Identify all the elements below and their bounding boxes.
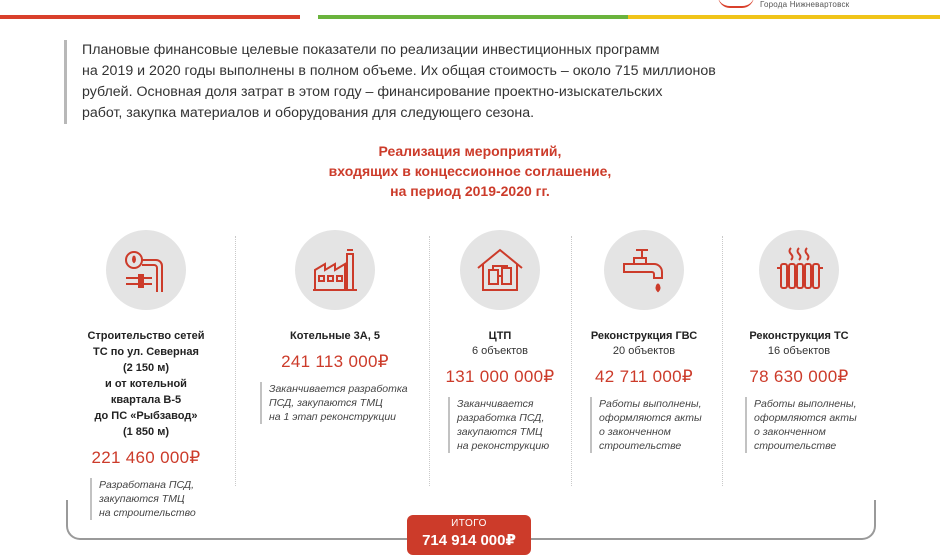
- column-title: [436, 328, 564, 344]
- title-line: ЦТП: [488, 330, 512, 342]
- column-divider: [235, 236, 236, 486]
- note-line: Работы выполнены,: [754, 398, 857, 410]
- column-note: [745, 397, 863, 453]
- column-divider: [722, 236, 723, 486]
- intro-line: на 2019 и 2020 годы выполнены в полном объеме. Их общая стоимость – около 715 миллионов: [82, 63, 716, 79]
- title-line: и от котельной: [105, 378, 187, 390]
- title-line: (1 850 м): [122, 426, 170, 438]
- title-line: Реконструкция ГВС: [590, 330, 698, 342]
- note-line: строительстве: [599, 440, 682, 452]
- title-line: квартала В-5: [110, 394, 182, 406]
- total-box: [407, 515, 531, 555]
- note-line: Разработана ПСД,: [99, 479, 195, 491]
- note-line: Работы выполнены,: [599, 398, 702, 410]
- note-line: строительстве: [754, 440, 837, 452]
- title-line: Строительство сетей: [87, 330, 205, 342]
- column-boiler-houses: [250, 230, 420, 424]
- heating-point-icon: [460, 230, 540, 310]
- title-line: до ПС «Рыбзавод»: [94, 410, 198, 422]
- title-line: Котельные 3А, 5: [290, 330, 380, 342]
- logo-text: Города Нижневартовск: [760, 0, 850, 9]
- column-divider: [429, 236, 430, 486]
- stripe-green: [318, 15, 628, 19]
- note-line: на 1 этап реконструкции: [269, 411, 397, 423]
- note-line: закупаются ТМЦ: [99, 493, 185, 505]
- note-line: Заканчивается: [457, 398, 534, 410]
- note-line: Заканчивается разработка: [269, 383, 408, 395]
- title-line: (2 150 м): [122, 362, 170, 374]
- note-line: оформляются акты: [754, 412, 857, 424]
- faucet-icon: [604, 230, 684, 310]
- total-label: ИТОГО: [451, 518, 487, 529]
- headline-line: на период 2019-2020 гг.: [390, 183, 550, 199]
- intro-paragraph: [64, 40, 804, 124]
- column-subtitle: 20 объектов: [612, 345, 676, 357]
- logo-icon: [718, 0, 754, 8]
- section-headline: [250, 141, 690, 201]
- intro-line: Плановые финансовые целевые показатели по реализации инвестиционных программ: [82, 42, 660, 58]
- pipe-drop-icon: [106, 230, 186, 310]
- note-line: о законченном: [754, 426, 826, 438]
- note-line: на строительство: [99, 507, 196, 519]
- column-divider: [571, 236, 572, 486]
- boiler-house-icon: [295, 230, 375, 310]
- top-strip: [0, 0, 940, 22]
- column-networks: [72, 230, 220, 520]
- column-note: [448, 397, 564, 453]
- column-amount: 131 000 000₽: [445, 367, 555, 386]
- column-heat-networks: [735, 230, 863, 453]
- title-line: ТС по ул. Северная: [93, 346, 199, 358]
- stripe-red: [0, 15, 300, 19]
- column-amount: 78 630 000₽: [749, 367, 849, 386]
- intro-line: рублей. Основная доля затрат в этом году – финансирование проектно-изыскательских: [82, 84, 663, 100]
- note-line: на реконструкцию: [457, 440, 550, 452]
- column-hot-water: [582, 230, 706, 453]
- note-line: закупаются ТМЦ: [457, 426, 543, 438]
- radiator-icon: [759, 230, 839, 310]
- note-line: о законченном: [599, 426, 671, 438]
- column-note: [260, 382, 420, 424]
- intro-line: работ, закупка материалов и оборудования для следующего сезона.: [82, 105, 535, 121]
- column-heating-points: [436, 230, 564, 453]
- column-title: [72, 328, 220, 440]
- column-amount: 241 113 000₽: [281, 352, 389, 371]
- column-amount: 221 460 000₽: [91, 448, 201, 467]
- column-amount: 42 711 000₽: [595, 367, 693, 386]
- headline-line: входящих в концессионное соглашение,: [328, 163, 612, 179]
- note-line: ПСД, закупаются ТМЦ: [269, 397, 383, 409]
- headline-line: Реализация мероприятий,: [378, 143, 562, 159]
- column-note: [590, 397, 706, 453]
- note-line: оформляются акты: [599, 412, 702, 424]
- title-line: Реконструкция ТС: [749, 330, 849, 342]
- column-title: [582, 328, 706, 344]
- note-line: разработка ПСД,: [457, 412, 545, 424]
- column-subtitle: 16 объектов: [767, 345, 831, 357]
- column-subtitle: 6 объектов: [471, 345, 529, 357]
- column-title: [250, 328, 420, 344]
- stripe-yellow: [628, 15, 940, 19]
- total-value: 714 914 000₽: [422, 532, 516, 549]
- column-title: [735, 328, 863, 344]
